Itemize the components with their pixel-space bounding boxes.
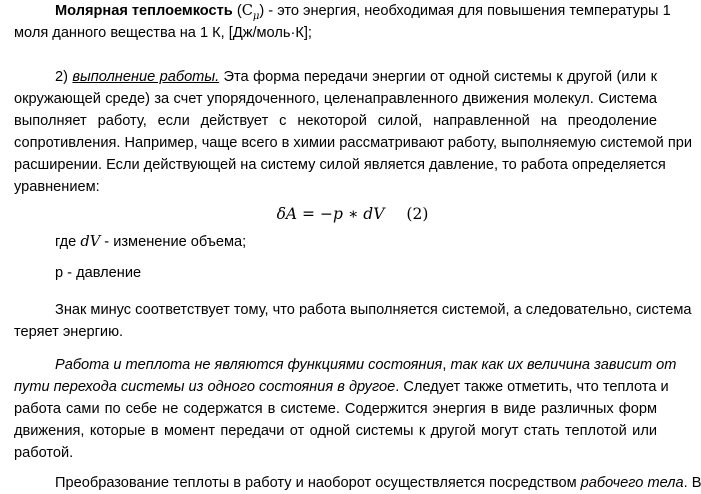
paragraph-work-line-2: окружающей среде) за счет упорядоченного, целенаправленного движения молекул. Система bbox=[14, 91, 657, 107]
paragraph-minus-sign-line-2: теряет энергию. bbox=[14, 324, 124, 340]
paragraph-state-functions-line-4: движения, которые в момент передачи от одной системы к другой могут стать теплотой или bbox=[14, 423, 657, 439]
formula-number: (2) bbox=[406, 205, 429, 223]
symbol-mu: μ bbox=[252, 10, 260, 22]
term-working-body: рабочего тела bbox=[580, 475, 684, 491]
symbol-dv: dV bbox=[80, 233, 101, 250]
paragraph-working-body-line-1: Преобразование теплоты в работу и наоборот осуществляется посредством рабочего тела. В bbox=[55, 475, 701, 491]
paragraph-state-functions-line-2: пути перехода системы из одного состояния в другое. Следует также отметить, что теплота и bbox=[14, 379, 669, 395]
formula-expression: δA = −p ∗ dV bbox=[276, 205, 385, 223]
symbol-c: C bbox=[241, 2, 253, 19]
paragraph-molar-heat-line-1: Молярная теплоемкость $(C_\mu)$ - это энергия, необходимая для повышения температуры 1 bbox=[55, 2, 671, 22]
work-formula bbox=[0, 202, 669, 226]
definition-dv: где dV - изменение объема; bbox=[55, 233, 247, 250]
paragraph-minus-sign-line-1: Знак минус соответствует тому, что работа выполняется системой, а следовательно, система bbox=[55, 302, 692, 318]
term-molar-heat-capacity: Молярная теплоемкость bbox=[55, 3, 233, 19]
paragraph-state-functions-line-5: работой. bbox=[14, 445, 74, 461]
paragraph-state-functions-line-1: Работа и теплота не являются функциями состояния, так как их величина зависит от bbox=[55, 357, 677, 373]
paragraph-work-line-5: расширении. Если действующей на систему силой является давление, то работа определяется bbox=[14, 157, 666, 173]
paragraph-molar-heat-line-2: моля данного вещества на 1 К, [Дж/моль·К]; bbox=[14, 25, 312, 41]
paragraph-state-functions-line-3: работа сами по себе не содержатся в системе. Содержится энергия в виде различных форм bbox=[14, 401, 657, 417]
paragraph-work-line-6: уравнением: bbox=[14, 179, 100, 195]
paragraph-work-line-1: 2) выполнение работы. Эта форма передачи энергии от одной системы к другой (или к bbox=[55, 69, 657, 85]
definition-p: р - давление bbox=[55, 265, 142, 281]
heading-work: выполнение работы. bbox=[72, 69, 220, 85]
paragraph-work-line-3: выполняет работу, если действует с некоторой силой, направленной на преодоление bbox=[14, 113, 657, 129]
paragraph-work-line-4: сопротивления. Например, чаще всего в химии рассматривают работу, выполняемую системой при bbox=[14, 135, 693, 151]
